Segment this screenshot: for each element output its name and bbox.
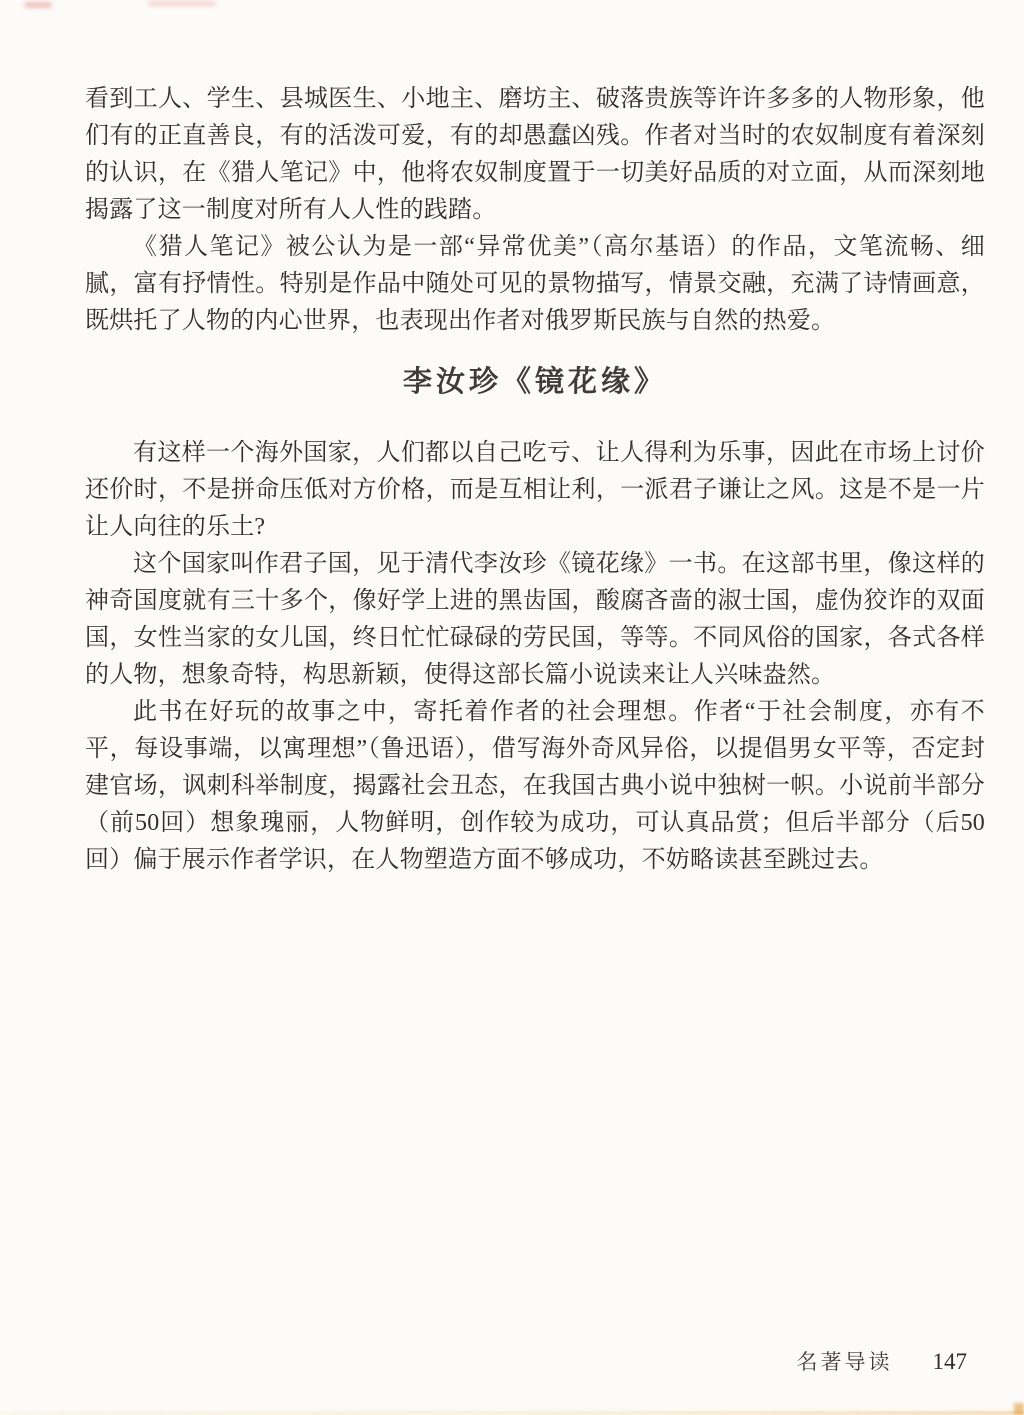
section-heading-jinghuayuan: 李汝珍《镜花缘》 <box>402 366 667 398</box>
paragraph-jinghuayuan-ideals: 此书在好玩的故事之中，寄托着作者的社会理想。作者“于社会制度，亦有不平，每设事端，以寓理想”（鲁迅语），借写海外奇风异俗，以提倡男女平等，否定封建官场，讽刺科举制度，揭露社会丑态，在我国古典小说中独树一帜。小说前半部分（前50回）想象瑰丽，人物鲜明，创作较为成功，可认真品赏；但后半部分（后50回）偏于展示作者学识，在人物塑造方面不够成功，不妨略读甚至跳过去。 <box>85 699 985 873</box>
scan-artifact-corner-spot <box>1014 1403 1024 1415</box>
footer-section-label: 名著导读 <box>796 1350 893 1374</box>
paragraph-jinghuayuan-countries: 这个国家叫作君子国，见于清代李汝珍《镜花缘》一书。在这部书里，像这样的神奇国度就有三十多个，像好学上进的黑齿国，酸腐吝啬的淑士国，虚伪狡诈的双面国，女性当家的女儿国，终日忙忙碌碌的劳民国，等等。不同风俗的国家，各式各样的人物，想象奇特，构思新颖，使得这部长篇小说读来让人兴味盎然。 <box>85 551 985 688</box>
page-footer <box>797 1346 968 1376</box>
scan-artifact-bottom-edge <box>0 1411 1024 1415</box>
scan-artifact-red-mark <box>148 1 216 6</box>
footer-page-number: 147 <box>932 1349 967 1374</box>
paragraph-junzi-country-intro: 有这样一个海外国家，人们都以自己吃亏、让人得利为乐事，因此在市场上讨价还价时，不是拼命压低对方价格，而是互相让利，一派君子谦让之风。这是不是一片让人向往的乐土? <box>85 440 985 540</box>
page-body <box>85 81 985 879</box>
scan-artifact-red-mark <box>24 2 52 8</box>
paragraph-hunter-sketches-style: 《猎人笔记》被公认为是一部“异常优美”（高尔基语）的作品，文笔流畅、细腻，富有抒情性。特别是作品中随处可见的景物描写，情景交融，充满了诗情画意，既烘托了人物的内心世界，也表现出作者对俄罗斯民族与自然的热爱。 <box>85 234 985 334</box>
paragraph-hunter-sketches-characters: 看到工人、学生、县城医生、小地主、磨坊主、破落贵族等许许多多的人物形象，他们有的正直善良，有的活泼可爱，有的却愚蠢凶残。作者对当时的农奴制度有着深刻的认识，在《猎人笔记》中，他将农奴制度置于一切美好品质的对立面，从而深刻地揭露了这一制度对所有人人性的践踏。 <box>85 86 985 223</box>
